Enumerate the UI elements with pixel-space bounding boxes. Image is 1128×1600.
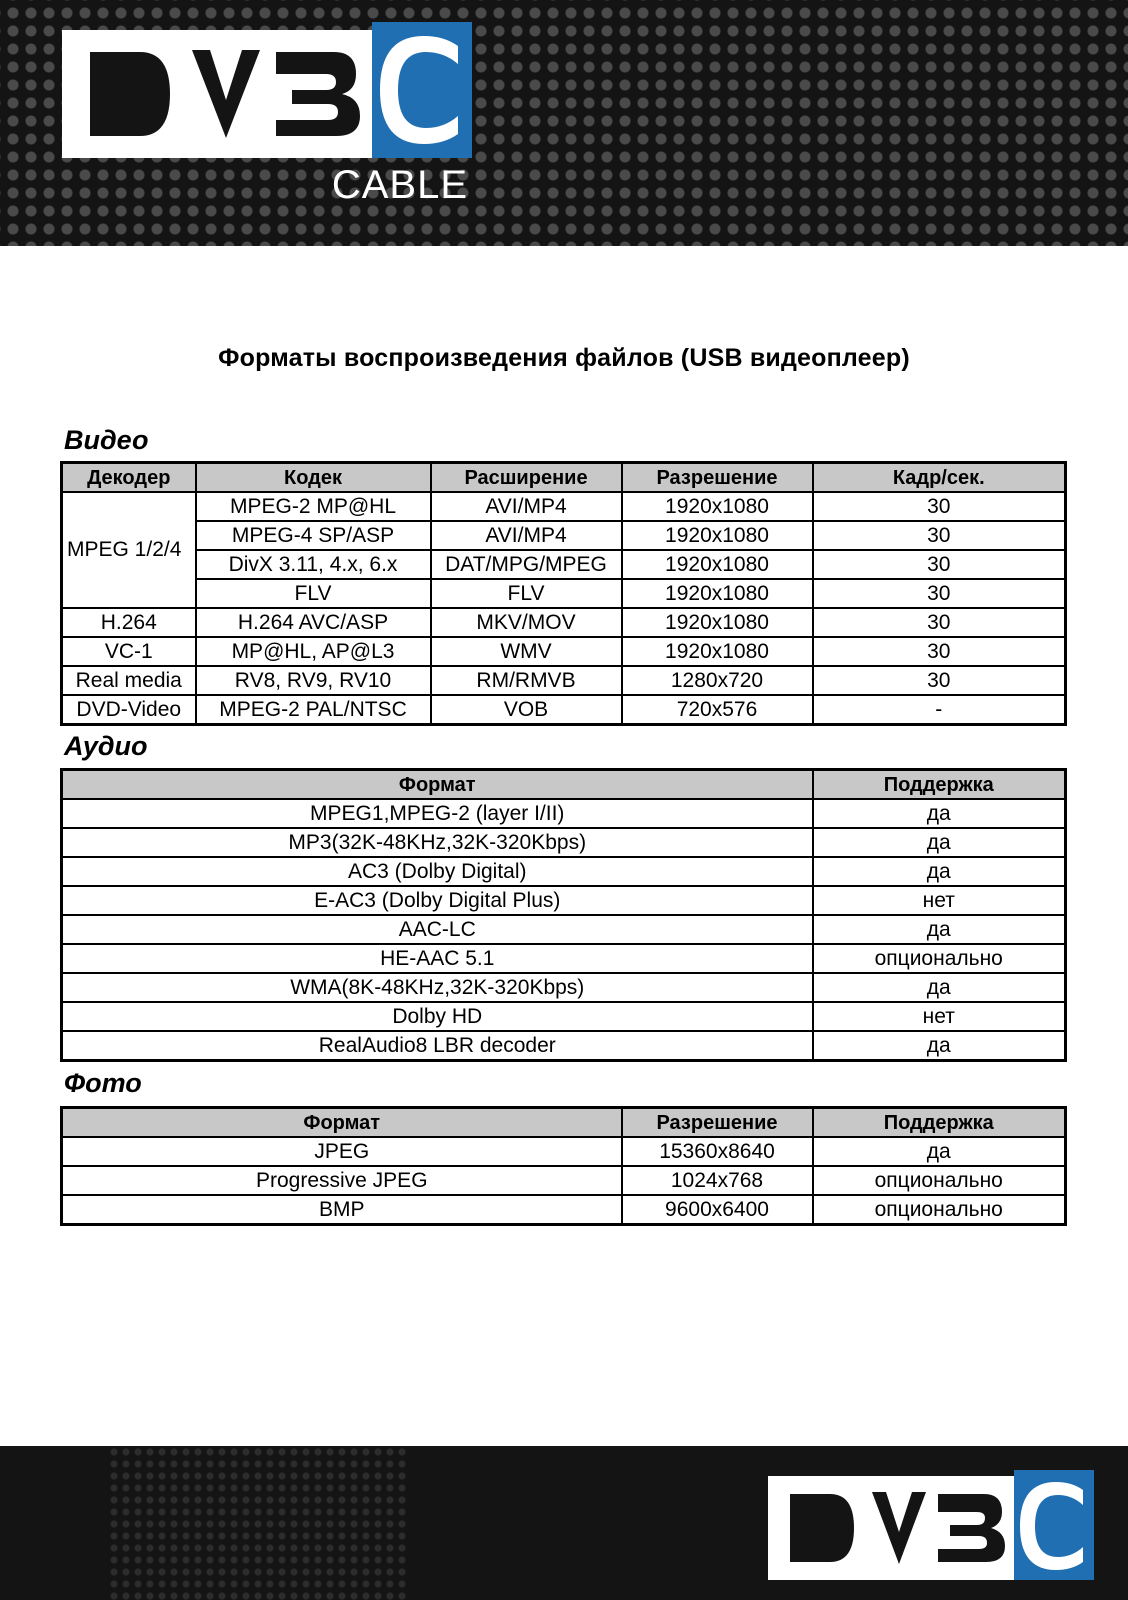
- resolution-cell: 720x576: [622, 695, 813, 725]
- support-cell: нет: [813, 886, 1066, 915]
- support-cell: нет: [813, 1002, 1066, 1031]
- support-cell: да: [813, 828, 1066, 857]
- col-resolution: Разрешение: [622, 1108, 813, 1138]
- format-cell: BMP: [62, 1195, 622, 1225]
- table-row: [62, 944, 1066, 973]
- table-row: [62, 1195, 1066, 1225]
- table-row: [62, 608, 1066, 637]
- col-fps: Кадр/сек.: [813, 463, 1066, 493]
- fps-cell: 30: [813, 521, 1066, 550]
- codec-cell: DivX 3.11, 4.x, 6.x: [196, 550, 431, 579]
- format-cell: MPEG1,MPEG-2 (layer I/II): [62, 799, 813, 828]
- support-cell: да: [813, 799, 1066, 828]
- extension-cell: RM/RMVB: [431, 666, 622, 695]
- table-row: [62, 828, 1066, 857]
- col-format: Формат: [62, 770, 813, 800]
- table-row: [62, 857, 1066, 886]
- support-cell: опционально: [813, 1195, 1066, 1225]
- table-row: [62, 521, 1066, 550]
- codec-cell: MP@HL, AP@L3: [196, 637, 431, 666]
- table-row: [62, 550, 1066, 579]
- col-support: Поддержка: [813, 770, 1066, 800]
- resolution-cell: 1280x720: [622, 666, 813, 695]
- extension-cell: AVI/MP4: [431, 492, 622, 521]
- resolution-cell: 1920x1080: [622, 492, 813, 521]
- header-banner: [0, 0, 1128, 246]
- audio-header-row: [62, 770, 1066, 800]
- extension-cell: VOB: [431, 695, 622, 725]
- format-cell: Progressive JPEG: [62, 1166, 622, 1195]
- resolution-cell: 1920x1080: [622, 550, 813, 579]
- video-header-row: [62, 463, 1066, 493]
- table-row: [62, 799, 1066, 828]
- video-heading: Видео: [64, 425, 149, 455]
- table-row: [62, 579, 1066, 608]
- decoder-cell: Real media: [62, 666, 196, 695]
- codec-cell: MPEG-2 PAL/NTSC: [196, 695, 431, 725]
- fps-cell: -: [813, 695, 1066, 725]
- support-cell: опционально: [813, 1166, 1066, 1195]
- format-cell: E-AC3 (Dolby Digital Plus): [62, 886, 813, 915]
- format-cell: Dolby HD: [62, 1002, 813, 1031]
- audio-table: [60, 768, 1067, 1062]
- fps-cell: 30: [813, 579, 1066, 608]
- table-row: [62, 666, 1066, 695]
- col-format: Формат: [62, 1108, 622, 1138]
- format-cell: MP3(32K-48KHz,32K-320Kbps): [62, 828, 813, 857]
- col-support: Поддержка: [813, 1108, 1066, 1138]
- support-cell: да: [813, 1137, 1066, 1166]
- fps-cell: 30: [813, 492, 1066, 521]
- resolution-cell: 1920x1080: [622, 608, 813, 637]
- table-row: [62, 492, 1066, 521]
- format-cell: AC3 (Dolby Digital): [62, 857, 813, 886]
- extension-cell: FLV: [431, 579, 622, 608]
- col-extension: Расширение: [431, 463, 622, 493]
- logo-cable-text: CABLE: [331, 163, 468, 202]
- support-cell: да: [813, 857, 1066, 886]
- resolution-cell: 1920x1080: [622, 579, 813, 608]
- fps-cell: 30: [813, 666, 1066, 695]
- resolution-cell: 15360x8640: [622, 1137, 813, 1166]
- extension-cell: WMV: [431, 637, 622, 666]
- extension-cell: MKV/MOV: [431, 608, 622, 637]
- table-row: [62, 637, 1066, 666]
- support-cell: да: [813, 1031, 1066, 1061]
- extension-cell: DAT/MPG/MPEG: [431, 550, 622, 579]
- table-row: [62, 886, 1066, 915]
- footer-dot-pattern: [108, 1446, 408, 1600]
- resolution-cell: 9600x6400: [622, 1195, 813, 1225]
- photo-table: [60, 1106, 1067, 1226]
- table-row: [62, 973, 1066, 1002]
- col-decoder: Декодер: [62, 463, 196, 493]
- fps-cell: 30: [813, 637, 1066, 666]
- extension-cell: AVI/MP4: [431, 521, 622, 550]
- codec-cell: RV8, RV9, RV10: [196, 666, 431, 695]
- fps-cell: 30: [813, 550, 1066, 579]
- support-cell: да: [813, 915, 1066, 944]
- decoder-cell: H.264: [62, 608, 196, 637]
- table-row: [62, 915, 1066, 944]
- document-title: Форматы воспроизведения файлов (USB видеоплеер): [218, 344, 910, 372]
- format-cell: JPEG: [62, 1137, 622, 1166]
- col-codec: Кодек: [196, 463, 431, 493]
- format-cell: WMA(8K-48KHz,32K-320Kbps): [62, 973, 813, 1002]
- dvbc-footer-logo: [768, 1470, 1094, 1586]
- decoder-cell: VC-1: [62, 637, 196, 666]
- table-row: [62, 1137, 1066, 1166]
- video-table: [60, 461, 1067, 726]
- resolution-cell: 1024x768: [622, 1166, 813, 1195]
- table-row: [62, 1031, 1066, 1061]
- col-resolution: Разрешение: [622, 463, 813, 493]
- support-cell: да: [813, 973, 1066, 1002]
- codec-cell: MPEG-2 MP@HL: [196, 492, 431, 521]
- photo-header-row: [62, 1108, 1066, 1138]
- footer-banner: [0, 1446, 1128, 1600]
- codec-cell: MPEG-4 SP/ASP: [196, 521, 431, 550]
- audio-heading: Аудио: [64, 731, 148, 761]
- dvbc-cable-logo: [62, 22, 472, 202]
- decoder-cell: MPEG 1/2/4: [62, 492, 196, 608]
- table-row: [62, 1166, 1066, 1195]
- format-cell: RealAudio8 LBR decoder: [62, 1031, 813, 1061]
- support-cell: опционально: [813, 944, 1066, 973]
- fps-cell: 30: [813, 608, 1066, 637]
- table-row: [62, 1002, 1066, 1031]
- format-cell: HE-AAC 5.1: [62, 944, 813, 973]
- photo-heading: Фото: [64, 1068, 142, 1098]
- decoder-cell: DVD-Video: [62, 695, 196, 725]
- codec-cell: FLV: [196, 579, 431, 608]
- codec-cell: H.264 AVC/ASP: [196, 608, 431, 637]
- resolution-cell: 1920x1080: [622, 521, 813, 550]
- format-cell: AAC-LC: [62, 915, 813, 944]
- table-row: [62, 695, 1066, 725]
- resolution-cell: 1920x1080: [622, 637, 813, 666]
